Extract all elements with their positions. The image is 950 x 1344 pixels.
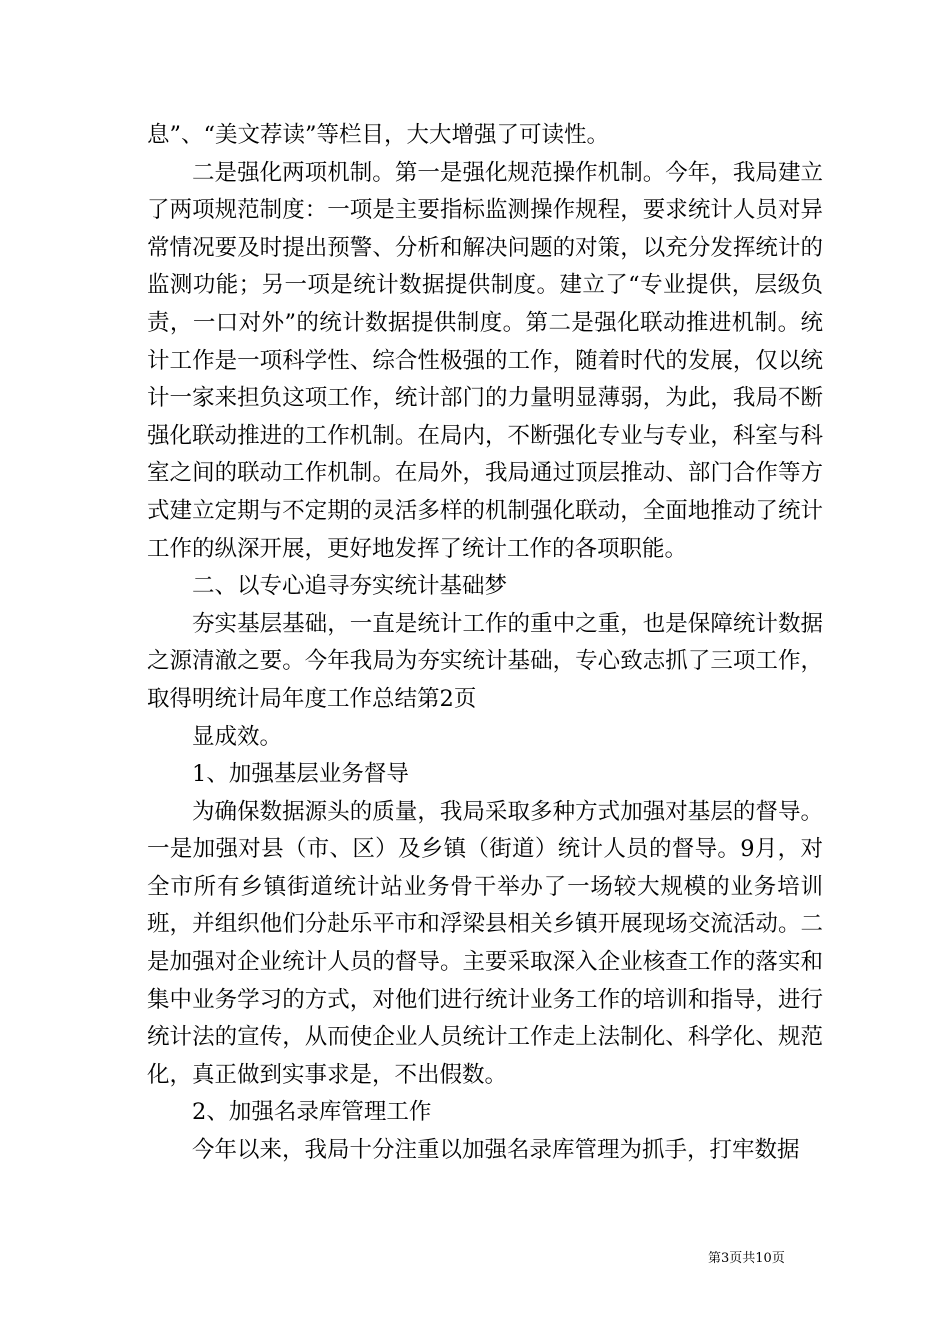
paragraph: 为确保数据源头的质量，我局采取多种方式加强对基层的督导。一是加强对县（市、区）及乡镇（街道）统计人员的督导。9月，对全市所有乡镇街道统计站业务骨干举办了一场较大规模的业务培训班，并组织他们分赴乐平市和浮梁县相关乡镇开展现场交流活动。二是加强对企业统计人员的督导。主要采取深入企业核查工作的落实和集中业务学习的方式，对他们进行统计业务工作的培训和指导，进行统计法的宣传，从而使企业人员统计工作走上法制化、科学化、规范化，真正做到实事求是，不出假数。 bbox=[147, 798, 823, 1088]
paragraph: 二是强化两项机制。第一是强化规范操作机制。今年，我局建立了两项规范制度：一项是主要指标监测操作规程，要求统计人员对异常情况要及时提出预警、分析和解决问题的对策，以充分发挥统计的监测功能；另一项是统计数据提供制度。建立了“专业提供，层级负责，一口对外”的统计数据提供制度。第二是强化联动推进机制。统计工作是一项科学性、综合性极强的工作，随着时代的发展，仅以统计一家来担负这项工作，统计部门的力量明显薄弱，为此，我局不断强化联动推进的工作机制。在局内，不断强化专业与专业，科室与科室之间的联动工作机制。在局外，我局通过顶层推动、部门合作等方式建立定期与不定期的灵活多样的机制强化联动，全面地推动了统计工作的纵深开展，更好地发挥了统计工作的各项职能。 bbox=[147, 159, 823, 562]
subsection-heading: 2、加强名录库管理工作 bbox=[192, 1099, 432, 1126]
paragraph: 夯实基层基础，一直是统计工作的重中之重，也是保障统计数据之源清澈之要。今年我局为夯实统计基础，专心致志抓了三项工作，取得明统计局年度工作总结第2页 bbox=[147, 610, 823, 712]
section-heading: 二、以专心追寻夯实统计基础梦 bbox=[192, 573, 508, 600]
paragraph: 息”、“美文荐读”等栏目，大大增强了可读性。 bbox=[147, 122, 610, 148]
paragraph: 显成效。 bbox=[192, 723, 283, 750]
document-body bbox=[147, 117, 823, 1170]
page-number: 第3页共10页 bbox=[708, 1251, 785, 1266]
paragraph: 今年以来，我局十分注重以加强名录库管理为抓手，打牢数据 bbox=[192, 1137, 800, 1164]
subsection-heading: 1、加强基层业务督导 bbox=[192, 761, 409, 788]
